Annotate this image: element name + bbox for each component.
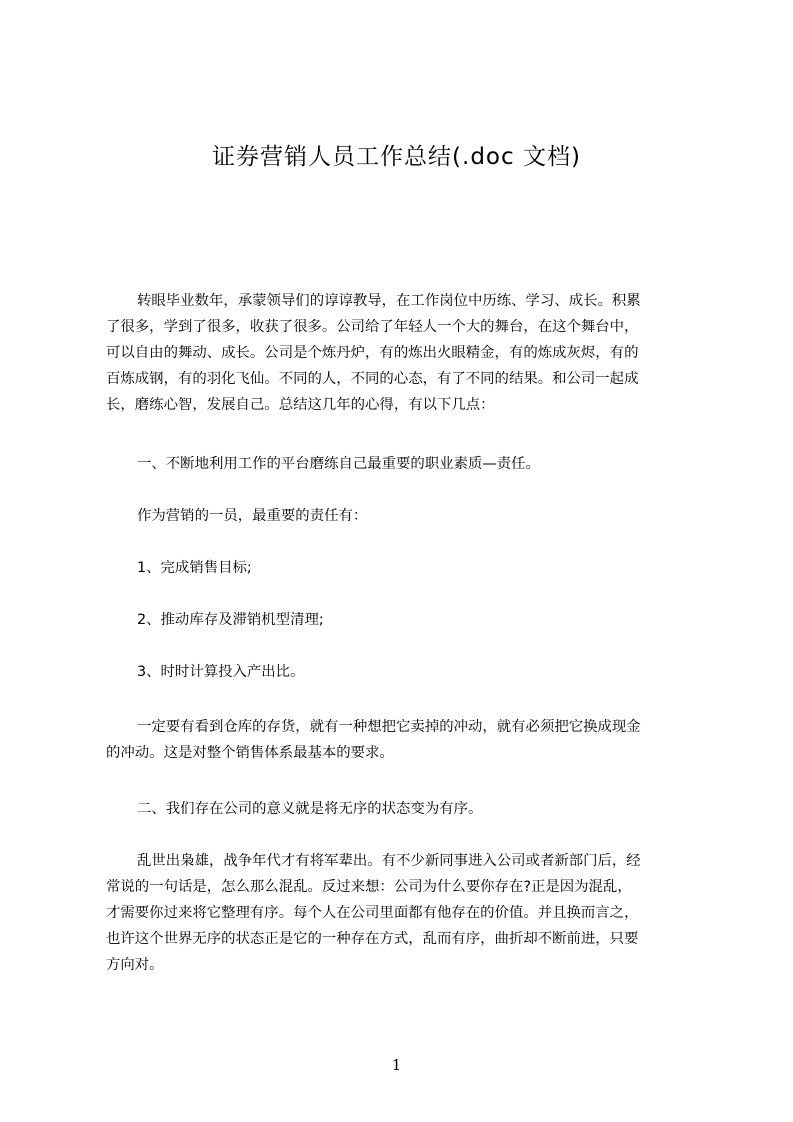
- paragraph-line: 才需要你过来将它整理有序。每个人在公司里面都有他存在的价值。并且换而言之，: [106, 905, 639, 921]
- list-item-2: [106, 607, 701, 633]
- paragraph-line: 常说的一句话是，怎么那么混乱。反过来想：公司为什么要你存在?正是因为混乱，: [106, 879, 632, 895]
- heading-text: 二、我们存在公司的意义就是将无序的状态变为有序。: [137, 801, 483, 817]
- paragraph-line: 长，磨练心智，发展自己。总结这几年的心得，有以下几点：: [106, 397, 495, 413]
- heading-text: 一、不断地利用工作的平台磨练自己最重要的职业素质—责任。: [137, 456, 540, 472]
- responsibility-lead: [106, 503, 701, 529]
- list-item-1: [106, 555, 701, 581]
- paragraph-line: 了很多，学到了很多，收获了很多。公司给了年轻人一个大的舞台，在这个舞台中，: [106, 319, 639, 335]
- paragraph-line: 乱世出枭雄，战争年代才有将军辈出。有不少新同事进入公司或者新部门后，经: [137, 853, 641, 869]
- paragraph-line: 转眼毕业数年，承蒙领导们的谆谆教导，在工作岗位中历练、学习、成长。积累: [137, 293, 641, 309]
- paragraph-line: 可以自由的舞动、成长。公司是个炼丹炉，有的炼出火眼精金，有的炼成灰烬，有的: [106, 345, 639, 361]
- list-item-3: [106, 659, 701, 685]
- chaos-paragraph: [106, 848, 701, 978]
- section-heading-1: [106, 451, 701, 477]
- paragraph-line: 的冲动。这是对整个销售体系最基本的要求。: [106, 745, 394, 761]
- lead-text: 作为营销的一员，最重要的责任有：: [137, 508, 368, 524]
- list-item-text: 2、推动库存及滞销机型清理;: [137, 612, 324, 628]
- stock-paragraph: [106, 714, 701, 766]
- page-number: 1: [391, 1056, 402, 1074]
- paragraph-line: 也许这个世界无序的状态正是它的一种存在方式，乱而有序，曲折却不断前进，只要: [106, 931, 639, 947]
- intro-paragraph: [106, 288, 701, 418]
- document-title: 证券营销人员工作总结(.doc 文档): [212, 144, 581, 170]
- list-item-text: 1、完成销售目标;: [137, 560, 252, 576]
- paragraph-line: 一定要有看到仓库的存货，就有一种想把它卖掉的冲动，就有必须把它换成现金: [137, 719, 641, 735]
- paragraph-line: 方向对。: [106, 957, 164, 973]
- section-heading-2: [106, 796, 701, 822]
- list-item-text: 3、时时计算投入产出比。: [137, 664, 305, 680]
- paragraph-line: 百炼成钢，有的羽化飞仙。不同的人，不同的心态，有了不同的结果。和公司一起成: [106, 371, 639, 387]
